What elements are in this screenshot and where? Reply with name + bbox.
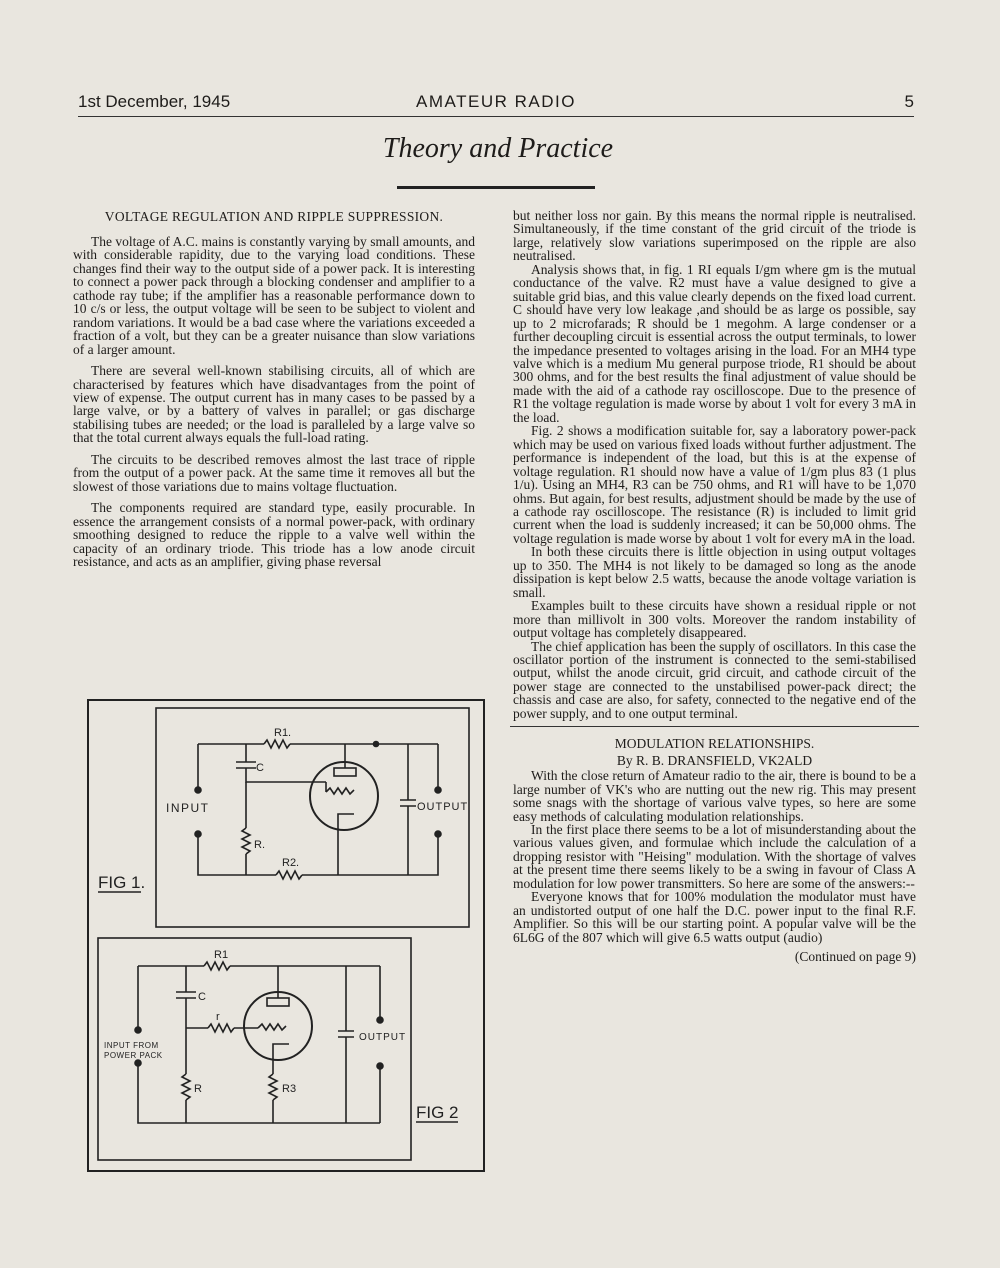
section-divider bbox=[510, 726, 919, 727]
fig2-caption: FIG 2 bbox=[416, 1103, 459, 1122]
paragraph: The voltage of A.C. mains is constantly varying by small amounts, and with considerable rapidity, due to the varying load conditions. These changes find their way to the output side of a power pack. It is interesting to connect a power pack through a blocking condenser and amplifier to a cathode ray tube; if the amplifier has a reasonable performance down to 10 c/s or less, the output voltage will be seen to be subject to violent and random variations. It would be a bad case where the variations exceeded a fraction of a volt, but they can be a greater nuisance than slow variations of a larger amount. bbox=[73, 234, 475, 357]
fig1-caption: FIG 1. bbox=[98, 873, 146, 892]
continued-note: (Continued on page 9) bbox=[794, 949, 916, 965]
fig2-label-r: R bbox=[194, 1083, 202, 1095]
fig1-box bbox=[156, 708, 469, 927]
fig2-capacitor-c bbox=[176, 992, 196, 998]
fig1-label-r1: R1. bbox=[274, 727, 292, 739]
paragraph: Everyone knows that for 100% modulation the modulator must have an undistorted output of one half the D.C. power input to the final R.F. Amplifier. So this will be our starting point. A popular valve will be the 6L6G of the 807 which will give 6.5 watts output (audio) bbox=[513, 889, 916, 945]
fig1-output-capacitor bbox=[400, 800, 416, 806]
fig2-r3-resistor bbox=[269, 1074, 277, 1100]
fig2-label-c: C bbox=[198, 991, 206, 1003]
fig1-label-r2: R2. bbox=[282, 857, 300, 869]
paragraph: In the first place there seems to be a lot of misunderstanding about the various values given, and formulae which include the calculation of a dropping resistor with "Heising" modulation. With the shortage of valves at the present time there seems likely to be a swing in favour of Class A modulation for low power transmitters. So here are some of the answers:-- bbox=[513, 822, 916, 891]
fig2-label-r1: R1 bbox=[214, 949, 229, 961]
section-heading-voltage-regulation: VOLTAGE REGULATION AND RIPPLE SUPPRESSION. bbox=[104, 209, 444, 224]
fig2-label-r-small: r bbox=[216, 1011, 220, 1023]
circuit-figures bbox=[86, 698, 486, 1173]
fig1-label-r: R. bbox=[254, 839, 265, 851]
paragraph: The circuits to be described removes almost the last trace of ripple from the output of a power pack. At the same time it removes all but the slowest of those variations due to mains voltage fluctuation. bbox=[73, 451, 475, 494]
fig1-capacitor-c bbox=[236, 762, 256, 768]
fig2-r-resistor bbox=[182, 1074, 190, 1100]
fig2-output-capacitor bbox=[338, 1031, 354, 1037]
fig2-r-small-resistor bbox=[208, 1024, 234, 1032]
fig1-grid bbox=[326, 788, 354, 794]
issue-date: 1st December, 1945 bbox=[78, 92, 231, 111]
paragraph: The components required are standard type, easily procurable. In essence the arrangement consists of a normal power-pack, with ordinary smoothing designed to reduce the ripple to a valve well within the capacity of an ordinary triode. This triode has a low anode circuit resistance, and acts as an amplifier, giving phase reversal bbox=[73, 500, 475, 569]
fig1-input-label: INPUT bbox=[166, 801, 210, 815]
fig2-output-label: OUTPUT bbox=[359, 1032, 407, 1043]
fig1-r2-resistor bbox=[276, 871, 302, 879]
fig2-circuit bbox=[135, 962, 383, 1123]
fig2-r1-resistor bbox=[204, 962, 230, 970]
fig2-valve bbox=[244, 992, 312, 1060]
running-header bbox=[78, 92, 914, 116]
paragraph: In both these circuits there is little objection in using output voltages up to 350. The MH4 is not likely to be damaged so long as the anode dissipation is kept below 2.5 watts, because the anode voltage variation is small. bbox=[513, 544, 916, 600]
paragraph: Examples built to these circuits have shown a residual ripple or not more than millivolt in 300 volts. Moreover the random instability of output voltage has completely disappeared. bbox=[513, 598, 916, 641]
byline: By R. B. DRANSFIELD, VK2ALD bbox=[616, 753, 813, 769]
paragraph: Fig. 2 shows a modification suitable for, say a laboratory power-pack which may be used on various fixed loads without further adjustment. The performance is independent of the load, but this is at the expense of voltage regulation. R1 should now have a value of 1/gm plus 83 (1 plus 1/u). Using an MH4, R3 can be 750 ohms, and R1 will have to be 1,070 ohms. But again, for best results, adjustment should be made by the use of a cathode ray oscilloscope. The resistance (R) is included to limit grid current when the load is suddenly increased; it can be 50,000 ohms. The voltage regulation is made worse by about 1 volt for every mA in the load. bbox=[513, 423, 916, 546]
paragraph: The chief application has been the supply of oscillators. In this case the oscillator portion of the instrument is connected to the semi-stabilised output, whilst the anode circuit, grid circuit, and cathode circuit of the power stage are connected to the unstabilised power-pack direct; the chassis and case are also, for safety, connected to the negative end of the power supply, and to one output terminal. bbox=[513, 638, 917, 721]
fig1-output-terminal-top bbox=[435, 787, 441, 793]
fig2-anode bbox=[267, 998, 289, 1006]
page-title: Theory and Practice bbox=[382, 133, 614, 164]
fig2-output-terminal-top bbox=[377, 1017, 383, 1023]
fig2-grid bbox=[258, 1024, 286, 1030]
paragraph: but neither loss nor gain. By this means the normal ripple is neutralised. Simultaneously, if the time constant of the grid circuit of the triode is large, relatively slow variations superimposed on the ripple are also neutralised. bbox=[513, 208, 916, 264]
fig1-input-terminal-top bbox=[195, 787, 201, 793]
fig1-r1-resistor bbox=[264, 740, 290, 748]
figure-frame bbox=[88, 700, 484, 1171]
fig2-label-r3: R3 bbox=[282, 1083, 297, 1095]
header-rule bbox=[78, 116, 914, 117]
paragraph: With the close return of Amateur radio to the air, there is bound to be a large number of VK's who are nutting out the new rig. This may present some snags with the shortage of various valve types, so here are some easy methods of calculating modulation relationships. bbox=[513, 768, 916, 824]
fig1-anode bbox=[334, 768, 356, 776]
page-number: 5 bbox=[904, 92, 914, 111]
fig2-input-label-1: INPUT FROM bbox=[104, 1041, 159, 1050]
fig1-label-c: C bbox=[256, 762, 264, 774]
title-underline bbox=[397, 186, 595, 189]
fig2-input-terminal-top bbox=[135, 1027, 141, 1033]
fig1-valve bbox=[310, 762, 378, 830]
circuit-diagrams bbox=[86, 698, 486, 1173]
publication-name: AMATEUR RADIO bbox=[416, 92, 576, 111]
fig1-r-resistor bbox=[242, 828, 250, 854]
fig2-input-label-2: POWER PACK bbox=[104, 1051, 163, 1060]
section-heading-modulation: MODULATION RELATIONSHIPS. bbox=[614, 736, 815, 752]
fig1-cathode bbox=[338, 814, 354, 826]
left-column bbox=[73, 208, 475, 568]
fig1-circuit bbox=[195, 740, 441, 879]
fig2-cathode bbox=[273, 1044, 289, 1056]
paragraph: Analysis shows that, in fig. 1 RI equals I/gm where gm is the mutual conductance of the valve. R2 must have a value designed to give a suitable grid bias, and this value clearly depends on the fixed load current. C should have very low leakage ,and should be as large os possible, say up to 2 microfarads; R should be 1 megohm. A large condenser or a further decoupling circuit is essential across the output terminals, to lower the impedance presented to voltages arising in the load. For an MH4 type valve which is a medium Mu general purpose triode, R1 should be about 300 ohms, and for the best results the final adjustment of value should be made with the aid of a cathode ray oscilloscope. Due to the presence of R1 the voltage regulation is made worse by about 1 volt for every 3 mA in the load. bbox=[513, 261, 916, 425]
paragraph: There are several well-known stabilising circuits, all of which are characterised by features which have disadvantages from the point of view of expense. The output current has in many cases to be passed by a large valve, or by a battery of valves in parallel; or gas discharge stabilising tubes are needed; or the load is paralleled by a large valve so that the total current always equals the full-load rating. bbox=[73, 363, 475, 446]
fig1-output-label: OUTPUT bbox=[417, 801, 469, 813]
right-column bbox=[513, 209, 916, 964]
